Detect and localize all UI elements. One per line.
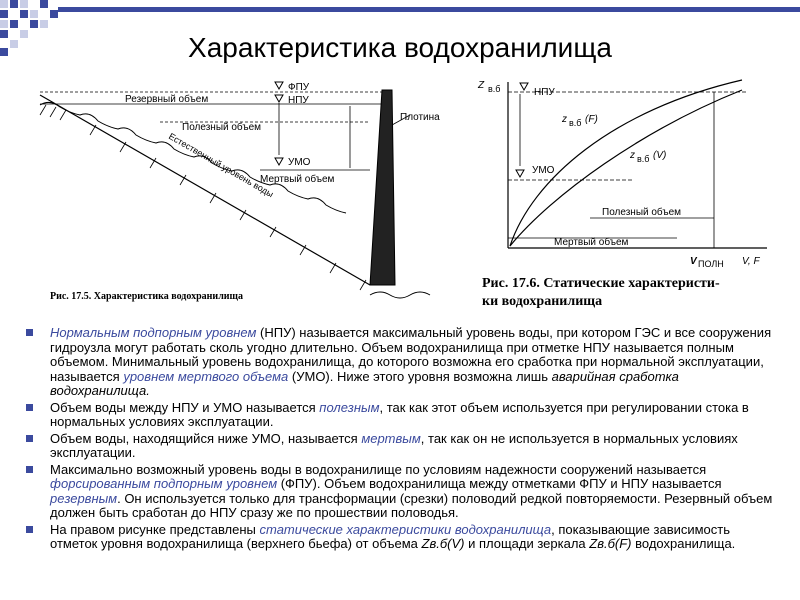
label-useful-volume: Полезный объем [602, 207, 682, 218]
x-mark-label: V [690, 256, 697, 267]
curve-v-label: z [630, 150, 635, 161]
label-dead-volume: Мертвый объем [554, 237, 629, 248]
npu-marker-icon [275, 95, 283, 102]
fpu-marker-icon [275, 82, 283, 89]
label-dead-volume: Мертвый объем [260, 174, 335, 185]
term-static: статические характеристики водохранилища [259, 521, 552, 537]
npu-marker-icon [520, 83, 528, 90]
term-umo: уровнем мертвого объема [123, 368, 289, 384]
y-axis-label-sub: в.б [488, 84, 501, 94]
bullet-useful: Объем воды между НПУ и УМО называется полезным, так как этот объем используется при регулировании стока в нормальных условиях эксплуатации. [26, 401, 778, 430]
term-useful: полезным [319, 399, 380, 415]
label-useful-volume: Полезный объем [182, 122, 262, 133]
term-emergency: аварийная сработка водохранилища. [50, 368, 679, 398]
umo-marker-icon [275, 158, 283, 165]
reservoir-diagram [30, 70, 470, 315]
label-umo: УМО [532, 165, 555, 176]
curve-f-label: z [562, 114, 567, 125]
term-npu: Нормальным подпорным уровнем [50, 325, 257, 340]
downstream-waves [370, 292, 430, 298]
label-reserve-volume: Резервный объем [125, 94, 209, 105]
x-axis-label: V, F [742, 256, 760, 267]
curve-v-label-arg: (V) [653, 150, 667, 161]
x-mark-label-sub: ПОЛН [698, 259, 724, 269]
curve-v-label-sub: в.б [637, 154, 650, 164]
bullet-list [26, 326, 778, 554]
label-umo: УМО [288, 157, 311, 168]
bullet-dead: Объем воды, находящийся ниже УМО, называется мертвым, так как он не используется в нормальных условиях эксплуатации. [26, 432, 778, 461]
bullet-npu: Нормальным подпорным уровнем (НПУ) называется максимальный уровень воды, при котором ГЭС и все сооружения гидроузла могут работать сколь угодно длительно. Объем водохранилища при отметке НПУ называется полным объемом. Минимальный уровень водохранилища, до которого возможна его сработка при нормальной эксплуатации, называется уровнем мертвого объема (УМО). Ниже этого уровня возможна лишь аварийная сработка водохранилища. [26, 326, 778, 399]
bullet-static: На правом рисунке представлены статические характеристики водохранилища, показывающие зависимость отметок уровня водохранилища (верхнего бьефа) от объема Zв.б(V) и площади зеркала Zв.б(F) водохранилища. [26, 523, 778, 552]
bullet-fpu: Максимально возможный уровень воды в водохранилище по условиям надежности сооружений называется форсированным подпорным уровнем (ФПУ). Объем водохранилища между отметками ФПУ и НПУ называется резервным. Он используется только для трансформации (срезки) половодий редкой повторяемости. Резервный объем должен быть сработан до НПУ сразу же по прошествии половодья. [26, 463, 778, 521]
left-figure-caption: Рис. 17.5. Характеристика водохранилища [50, 291, 244, 302]
label-natural-level: Естественный уровень воды [167, 131, 276, 200]
label-npu: НПУ [534, 87, 555, 98]
term-reserve: резервным [50, 490, 118, 506]
curve-f-label-sub: в.б [569, 118, 582, 128]
page-title: Характеристика водохранилища [188, 32, 612, 63]
right-caption-line1: Рис. 17.6. Статические характеристи- [482, 276, 720, 291]
y-axis-label: Z [478, 80, 485, 91]
term-fpu: форсированным подпорным уровнем [50, 476, 278, 491]
umo-marker-icon [516, 170, 524, 177]
term-dead: мертвым [361, 430, 421, 446]
dam-shape [370, 90, 395, 285]
label-npu: НПУ [288, 95, 309, 106]
curve-f-label-arg: (F) [585, 114, 598, 125]
label-fpu: ФПУ [288, 82, 310, 93]
right-caption-line2: ки водохранилища [482, 294, 603, 309]
label-dam: Плотина [400, 112, 440, 123]
static-characteristics-chart [472, 70, 782, 315]
